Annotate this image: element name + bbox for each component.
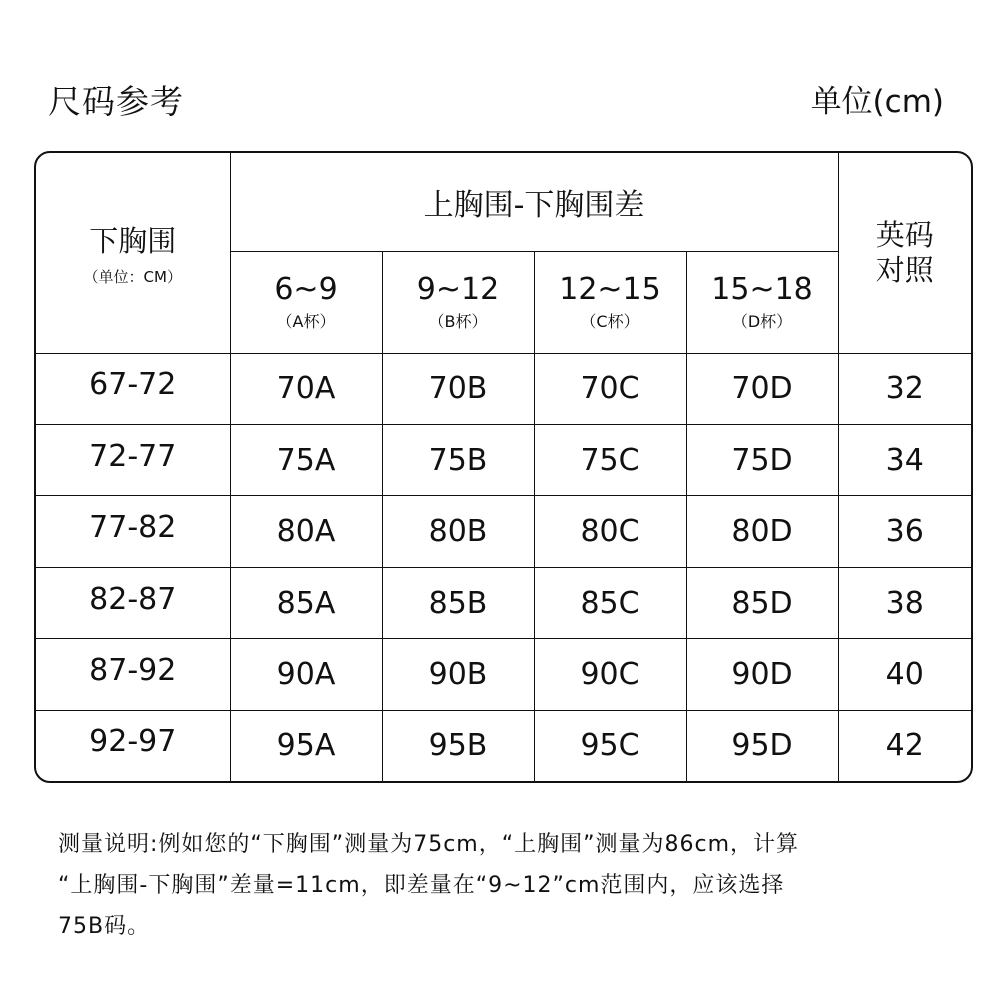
cup-range: 6~9 <box>274 272 338 307</box>
size-cell: 80B <box>382 496 534 567</box>
size-cell: 95C <box>534 710 686 781</box>
underbust-range: 87-92 <box>36 639 230 710</box>
table-row <box>36 710 971 781</box>
size-cell: 75A <box>230 424 382 495</box>
size-cell: 90B <box>382 639 534 710</box>
english-size-cell: 38 <box>838 567 971 638</box>
size-cell: 75C <box>534 424 686 495</box>
underbust-range: 67-72 <box>36 353 230 424</box>
table-row <box>36 424 971 495</box>
size-cell: 80A <box>230 496 382 567</box>
table-row <box>36 639 971 710</box>
underbust-range: 72-77 <box>36 424 230 495</box>
size-cell: 70B <box>382 353 534 424</box>
header-underbust-label: 下胸围 <box>89 223 177 258</box>
size-table <box>34 151 973 783</box>
header-underbust <box>36 153 230 353</box>
size-cell: 80C <box>534 496 686 567</box>
table-row <box>36 496 971 567</box>
unit-label: 单位(cm) <box>810 84 944 120</box>
measurement-note: 测量说明:例如您的“下胸围”测量为75cm，“上胸围”测量为86cm，计算 “上胸围-下胸围”差量=11cm，即差量在“9~12”cm范围内，应该选择 75B码。 <box>58 832 800 939</box>
header-cup-0 <box>230 251 382 353</box>
size-cell: 90A <box>230 639 382 710</box>
size-cell: 95A <box>230 710 382 781</box>
cup-label: （A杯） <box>276 312 336 331</box>
size-cell: 85D <box>686 567 838 638</box>
size-cell: 75B <box>382 424 534 495</box>
size-cell: 85A <box>230 567 382 638</box>
cup-range: 15~18 <box>711 272 813 307</box>
size-cell: 90D <box>686 639 838 710</box>
cup-range: 9~12 <box>416 272 500 307</box>
size-cell: 95B <box>382 710 534 781</box>
header-difference-group: 上胸围-下胸围差 <box>230 153 838 251</box>
header-cup-1 <box>382 251 534 353</box>
size-cell: 70C <box>534 353 686 424</box>
page-title: 尺码参考 <box>48 82 184 121</box>
header-cup-3 <box>686 251 838 353</box>
cup-range: 12~15 <box>559 272 661 307</box>
cup-label: （B杯） <box>428 312 488 331</box>
english-size-cell: 36 <box>838 496 971 567</box>
header-cup-2 <box>534 251 686 353</box>
underbust-range: 92-97 <box>36 710 230 781</box>
size-cell: 70D <box>686 353 838 424</box>
english-size-cell: 40 <box>838 639 971 710</box>
size-cell: 75D <box>686 424 838 495</box>
underbust-range: 77-82 <box>36 496 230 567</box>
header-underbust-unit: （单位：CM） <box>83 267 182 286</box>
table-row <box>36 567 971 638</box>
english-size-cell: 32 <box>838 353 971 424</box>
underbust-range: 82-87 <box>36 567 230 638</box>
english-size-cell: 42 <box>838 710 971 781</box>
size-cell: 70A <box>230 353 382 424</box>
cup-label: （C杯） <box>580 312 640 331</box>
size-cell: 80D <box>686 496 838 567</box>
size-cell: 85C <box>534 567 686 638</box>
size-cell: 90C <box>534 639 686 710</box>
size-cell: 95D <box>686 710 838 781</box>
english-size-cell: 34 <box>838 424 971 495</box>
header-english-size: 英码 对照 <box>838 153 971 353</box>
table-row <box>36 353 971 424</box>
cup-label: （D杯） <box>731 312 793 331</box>
size-cell: 85B <box>382 567 534 638</box>
